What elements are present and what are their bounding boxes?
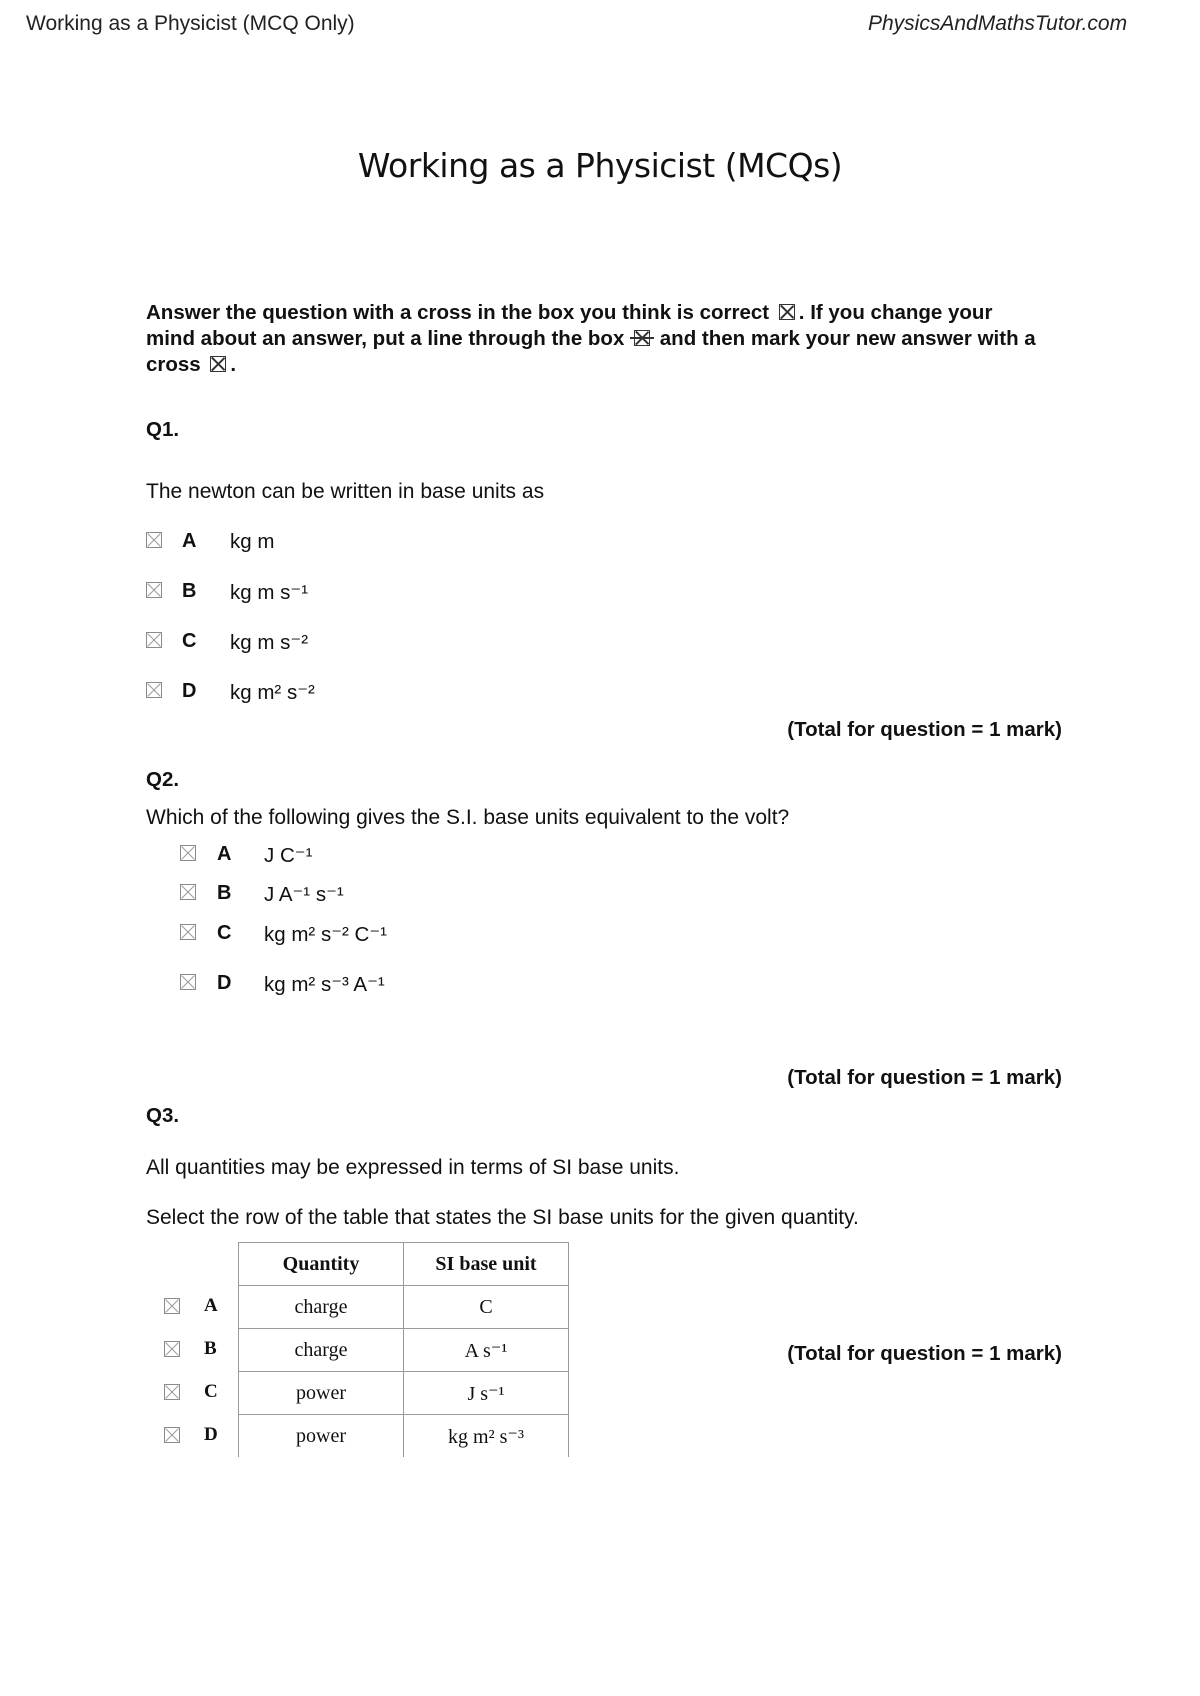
table-row bbox=[239, 1286, 569, 1329]
crossed-box-icon bbox=[779, 304, 795, 320]
option-letter: B bbox=[204, 1338, 217, 1359]
option-text: J C⁻¹ bbox=[264, 844, 313, 867]
q2-question-text: Which of the following gives the S.I. base units equivalent to the volt? bbox=[146, 806, 790, 829]
option-letter: C bbox=[182, 630, 197, 652]
option-letter: A bbox=[182, 530, 197, 552]
page-title: Working as a Physicist (MCQs) bbox=[357, 146, 843, 185]
table-row bbox=[239, 1329, 569, 1372]
option-text: kg m bbox=[230, 530, 275, 553]
instructions-text-1: Answer the question with a cross in the box you think is correct bbox=[146, 301, 770, 324]
struck-crossed-box-icon bbox=[634, 330, 650, 346]
option-text: kg m² s⁻³ A⁻¹ bbox=[264, 973, 385, 996]
running-header-title: Working as a Physicist (MCQ Only) bbox=[26, 12, 355, 35]
option-letter: A bbox=[204, 1295, 218, 1316]
crossed-box-icon bbox=[210, 356, 226, 372]
quantity-cell: power bbox=[239, 1372, 404, 1415]
quantity-cell: power bbox=[239, 1415, 404, 1458]
answer-checkbox[interactable] bbox=[180, 845, 196, 861]
q1-total: (Total for question = 1 mark) bbox=[787, 718, 1062, 741]
column-header-quantity: Quantity bbox=[239, 1243, 404, 1286]
quantity-cell: charge bbox=[239, 1329, 404, 1372]
unit-cell: A s⁻¹ bbox=[404, 1329, 569, 1372]
q1-label: Q1. bbox=[146, 418, 180, 441]
answer-checkbox[interactable] bbox=[164, 1298, 180, 1314]
table-row bbox=[239, 1372, 569, 1415]
q1-question-text: The newton can be written in base units as bbox=[146, 480, 545, 503]
unit-cell: J s⁻¹ bbox=[404, 1372, 569, 1415]
option-letter: D bbox=[204, 1424, 218, 1445]
answer-checkbox[interactable] bbox=[164, 1341, 180, 1357]
q3-units-table bbox=[238, 1242, 569, 1457]
instructions bbox=[146, 300, 1046, 378]
option-letter: C bbox=[217, 922, 232, 944]
q3-text-2: Select the row of the table that states the SI base units for the given quantity. bbox=[146, 1206, 859, 1229]
answer-checkbox[interactable] bbox=[180, 974, 196, 990]
instructions-text-2: . If you change your mind about an answer, put a line through the box bbox=[146, 301, 993, 350]
option-letter: A bbox=[217, 843, 232, 865]
answer-checkbox[interactable] bbox=[164, 1427, 180, 1443]
option-letter: B bbox=[217, 882, 232, 904]
q3-label: Q3. bbox=[146, 1104, 180, 1127]
column-header-si-unit: SI base unit bbox=[404, 1243, 569, 1286]
option-letter: D bbox=[217, 972, 232, 994]
q3-text-1: All quantities may be expressed in terms of SI base units. bbox=[146, 1156, 680, 1179]
option-text: J A⁻¹ s⁻¹ bbox=[264, 883, 344, 906]
answer-checkbox[interactable] bbox=[146, 682, 162, 698]
quantity-cell: charge bbox=[239, 1286, 404, 1329]
instructions-text-3: and then mark your new answer with a cross bbox=[146, 327, 1036, 376]
unit-cell: C bbox=[404, 1286, 569, 1329]
option-text: kg m s⁻² bbox=[230, 631, 309, 654]
option-text: kg m² s⁻² C⁻¹ bbox=[264, 923, 387, 946]
unit-cell: kg m² s⁻³ bbox=[404, 1415, 569, 1458]
q3-total: (Total for question = 1 mark) bbox=[787, 1342, 1062, 1365]
table-row bbox=[239, 1415, 569, 1458]
answer-checkbox[interactable] bbox=[146, 532, 162, 548]
option-letter: D bbox=[182, 680, 197, 702]
option-text: kg m s⁻¹ bbox=[230, 581, 309, 604]
answer-checkbox[interactable] bbox=[146, 582, 162, 598]
table-header-row bbox=[239, 1243, 569, 1286]
answer-checkbox[interactable] bbox=[180, 884, 196, 900]
running-header-site: PhysicsAndMathsTutor.com bbox=[868, 12, 1128, 35]
q2-total: (Total for question = 1 mark) bbox=[787, 1066, 1062, 1089]
q2-label: Q2. bbox=[146, 768, 180, 791]
option-text: kg m² s⁻² bbox=[230, 681, 315, 704]
instructions-text-4: . bbox=[230, 353, 237, 376]
answer-checkbox[interactable] bbox=[146, 632, 162, 648]
option-letter: C bbox=[204, 1381, 218, 1402]
option-letter: B bbox=[182, 580, 197, 602]
answer-checkbox[interactable] bbox=[164, 1384, 180, 1400]
answer-checkbox[interactable] bbox=[180, 924, 196, 940]
